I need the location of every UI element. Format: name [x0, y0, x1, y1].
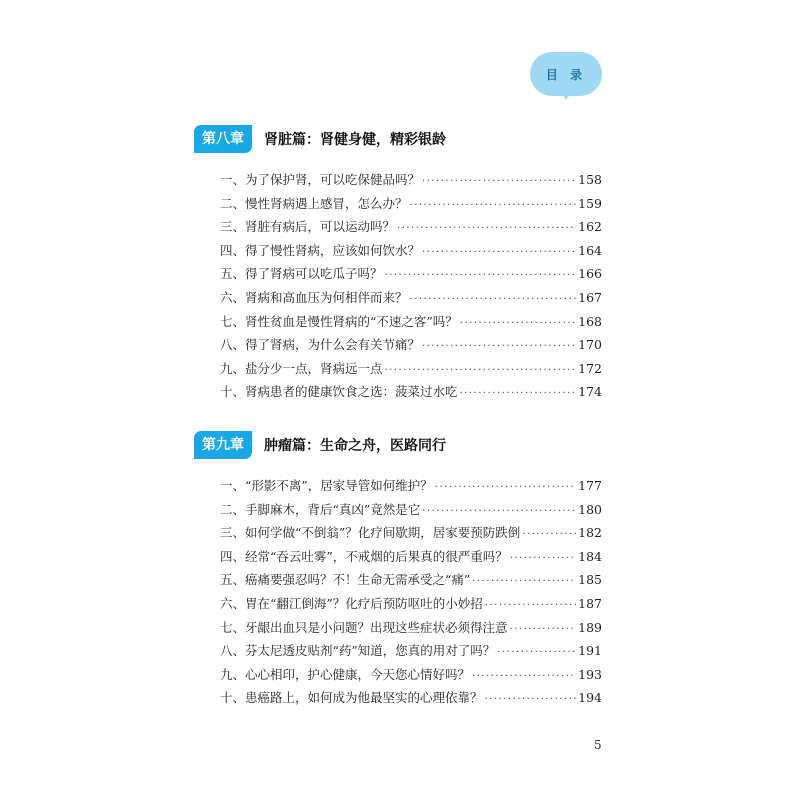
entry-title: 四、得了慢性肾病，应该如何饮水？ [220, 242, 421, 258]
entry-title: 九、盐分少一点，肾病远一点 [220, 360, 383, 376]
dot-leader [472, 576, 576, 587]
entry-title: 三、肾脏有病后，可以运动吗？ [220, 219, 396, 235]
dot-leader [410, 200, 577, 211]
toc-entry[interactable] [220, 312, 602, 336]
entry-page: 158 [578, 172, 602, 187]
entry-title: 一、为了保护肾，可以吃保健品吗？ [220, 172, 421, 187]
dot-leader [385, 365, 577, 376]
toc-entry[interactable] [220, 618, 602, 642]
dot-leader [422, 176, 576, 187]
dot-leader [422, 341, 576, 352]
toc-entry[interactable] [220, 170, 602, 194]
entry-page: 170 [578, 337, 602, 353]
toc-entry[interactable] [220, 335, 602, 359]
entry-title: 四、经常“吞云吐雾”，不戒烟的后果真的很严重吗？ [220, 548, 508, 564]
entry-page: 182 [578, 525, 602, 541]
speech-bubble-tail [558, 88, 574, 100]
dot-leader [472, 671, 576, 682]
dot-leader [422, 506, 576, 517]
entry-title: 五、得了肾病可以吃瓜子吗？ [220, 266, 383, 282]
entry-list [220, 476, 602, 712]
toc-entry[interactable] [220, 288, 602, 312]
toc-entry[interactable] [220, 547, 602, 571]
entry-title: 三、如何学做“不倒翁”？化疗间歇期，居家要预防跌倒 [220, 525, 521, 541]
toc-entry[interactable] [220, 241, 602, 265]
toc-entry[interactable] [220, 594, 602, 618]
entry-page: 180 [578, 501, 602, 517]
entry-page: 185 [578, 572, 602, 588]
entry-page: 184 [578, 548, 602, 564]
entry-page: 187 [578, 595, 602, 611]
entry-title: 八、芬太尼透皮贴剂“药”知道，您真的用对了吗？ [220, 643, 496, 659]
toc-entry[interactable] [220, 523, 602, 547]
chapter-8 [194, 122, 614, 406]
dot-leader [435, 482, 576, 493]
toc-entry[interactable] [220, 641, 602, 665]
entry-page: 174 [578, 384, 602, 400]
entry-page: 162 [578, 219, 602, 235]
toc-entry[interactable] [220, 476, 602, 500]
entry-title: 六、胃在“翻江倒海”？化疗后预防呕吐的小妙招 [220, 595, 483, 611]
entry-title: 五、癌痛要强忍吗？不！生命无需承受之“痛” [220, 572, 471, 588]
dot-leader [422, 247, 576, 258]
dot-leader [522, 529, 576, 540]
entry-page: 159 [578, 195, 602, 211]
entry-page: 177 [578, 478, 602, 493]
toc-entry[interactable] [220, 264, 602, 288]
entry-page: 166 [578, 266, 602, 282]
entry-page: 191 [578, 643, 602, 659]
entry-title: 六、肾病和高血压为何相伴而来？ [220, 289, 408, 305]
toc-entry[interactable] [220, 217, 602, 241]
entry-page: 194 [578, 690, 602, 706]
chapter-tag: 第九章 [194, 431, 252, 459]
entry-title: 一、“形影不离”，居家导管如何维护？ [220, 478, 433, 493]
dot-leader [510, 553, 576, 564]
entry-page: 172 [578, 360, 602, 376]
entry-title: 二、慢性肾病遇上感冒，怎么办？ [220, 195, 408, 211]
entry-title: 八、得了肾病，为什么会有关节痛？ [220, 337, 421, 353]
dot-leader [497, 647, 576, 658]
toc-entry[interactable] [220, 570, 602, 594]
toc-entry[interactable] [220, 382, 602, 406]
dot-leader [460, 388, 577, 399]
toc-entry[interactable] [220, 194, 602, 218]
chapter-header [194, 428, 614, 462]
chapter-header [194, 122, 614, 156]
entry-title: 七、牙龈出血只是小问题？出现这些症状必须得注意 [220, 619, 508, 635]
entry-title: 七、肾性贫血是慢性肾病的“不速之客”吗？ [220, 313, 458, 329]
chapter-title: 肾脏篇：肾健身健，精彩银龄 [264, 132, 446, 148]
entry-title: 二、手脚麻木，背后“真凶”竟然是它 [220, 501, 421, 517]
chapter-title: 肿瘤篇：生命之舟，医路同行 [264, 438, 446, 454]
toc-entry[interactable] [220, 500, 602, 524]
entry-page: 193 [578, 666, 602, 682]
dot-leader [510, 624, 577, 635]
entry-page: 167 [578, 289, 602, 305]
page-number: 5 [594, 738, 602, 752]
entry-list [220, 170, 602, 406]
toc-entry[interactable] [220, 665, 602, 689]
dot-leader [460, 318, 576, 329]
toc-entry[interactable] [220, 688, 602, 712]
chapter-tag: 第八章 [194, 125, 252, 153]
entry-title: 九、心心相印，护心健康，今天您心情好吗？ [220, 666, 471, 682]
toc-badge-label: 目 录 [545, 67, 587, 82]
dot-leader [385, 270, 577, 281]
entry-title: 十、患癌路上，如何成为他最坚实的心理依靠？ [220, 690, 483, 706]
dot-leader [485, 600, 576, 611]
entry-page: 164 [578, 242, 602, 258]
entry-page: 189 [578, 619, 602, 635]
toc-entry[interactable] [220, 359, 602, 383]
chapter-9 [194, 428, 614, 712]
entry-title: 十、肾病患者的健康饮食之选：菠菜过水吃 [220, 384, 458, 400]
entry-page: 168 [578, 313, 602, 329]
dot-leader [410, 294, 577, 305]
dot-leader [485, 694, 577, 705]
dot-leader [397, 223, 576, 234]
